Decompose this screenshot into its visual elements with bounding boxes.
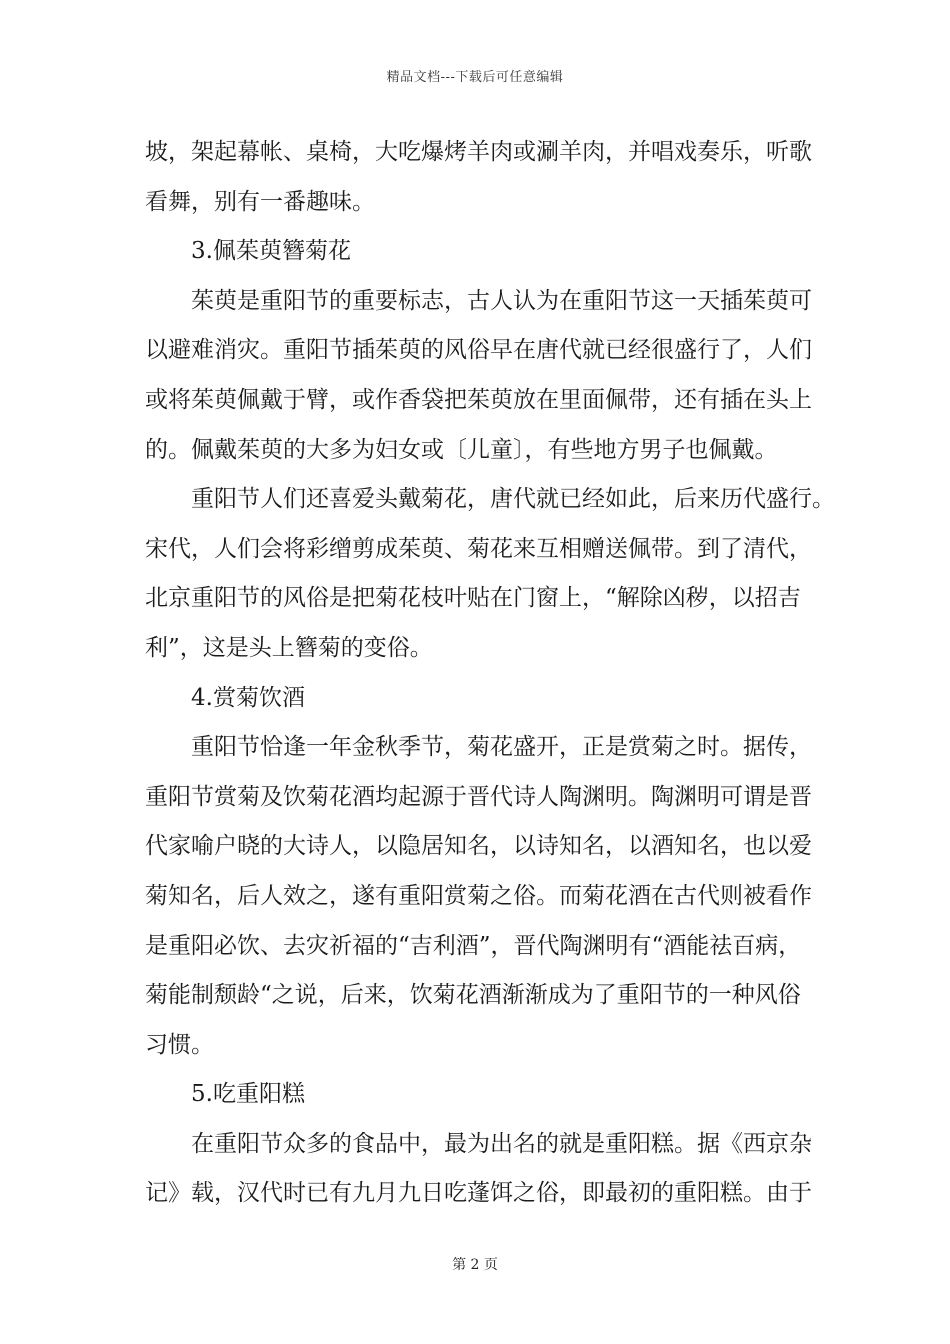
text-line: 茱萸是重阳节的重要标志，古人认为在重阳节这一天插茱萸可: [191, 287, 812, 314]
text-line: 记》载，汉代时已有九月九日吃蓬饵之俗，即最初的重阳糕。由于: [145, 1180, 812, 1207]
text-line: 宋代，人们会将彩缯剪成茱萸、菊花来互相赠送佩带。到了清代，: [145, 535, 812, 562]
text-line: 重阳节恰逢一年金秋季节，菊花盛开，正是赏菊之时。据传，: [191, 734, 812, 761]
text-line: 是重阳必饮、去灾祈福的“吉利酒”，晋代陶渊明有“酒能祛百病，: [145, 932, 802, 959]
text-line: 在重阳节众多的食品中，最为出名的就是重阳糕。据《西京杂: [191, 1130, 812, 1157]
text-line: 北京重阳节的风俗是把菊花枝叶贴在门窗上，“解除凶秽，以招吉: [145, 585, 801, 612]
text-line: 重阳节赏菊及饮菊花酒均起源于晋代诗人陶渊明。陶渊明可谓是晋: [145, 783, 812, 810]
text-line: 菊知名，后人效之，遂有重阳赏菊之俗。而菊花酒在古代则被看作: [145, 882, 812, 909]
text-line: 或将茱萸佩戴于臂，或作香袋把茱萸放在里面佩带，还有插在头上: [145, 386, 812, 413]
document-body: [145, 128, 835, 1219]
text-line: 代家喻户晓的大诗人，以隐居知名，以诗知名，以酒知名，也以爱: [145, 833, 812, 860]
page-header: 精品文档---下载后可任意编辑: [386, 70, 564, 85]
text-line: 菊能制颓龄“之说，后来，饮菊花酒渐渐成为了重阳节的一种风俗: [145, 982, 801, 1009]
text-line: 以避难消灾。重阳节插茱萸的风俗早在唐代就已经很盛行了，人们: [145, 337, 812, 364]
text-line: 的。佩戴茱萸的大多为妇女或〔儿童〕，有些地方男子也佩戴。: [145, 436, 778, 463]
text-line: 习惯。: [145, 1031, 214, 1058]
text-line: 坡，架起幕帐、桌椅，大吃爆烤羊肉或涮羊肉，并唱戏奏乐，听歌: [145, 139, 812, 165]
page-number: 第 2 页: [452, 1257, 498, 1273]
text-line: 重阳节人们还喜爱头戴菊花，唐代就已经如此，后来历代盛行。: [191, 486, 835, 513]
section-heading: 4.赏菊饮酒: [191, 684, 305, 711]
text-line: 利”，这是头上簪菊的变俗。: [145, 634, 433, 661]
section-heading: 5.吃重阳糕: [191, 1081, 305, 1108]
text-line: 看舞，别有一番趣味。: [145, 188, 375, 215]
section-heading: 3.佩茱萸簪菊花: [191, 238, 351, 265]
